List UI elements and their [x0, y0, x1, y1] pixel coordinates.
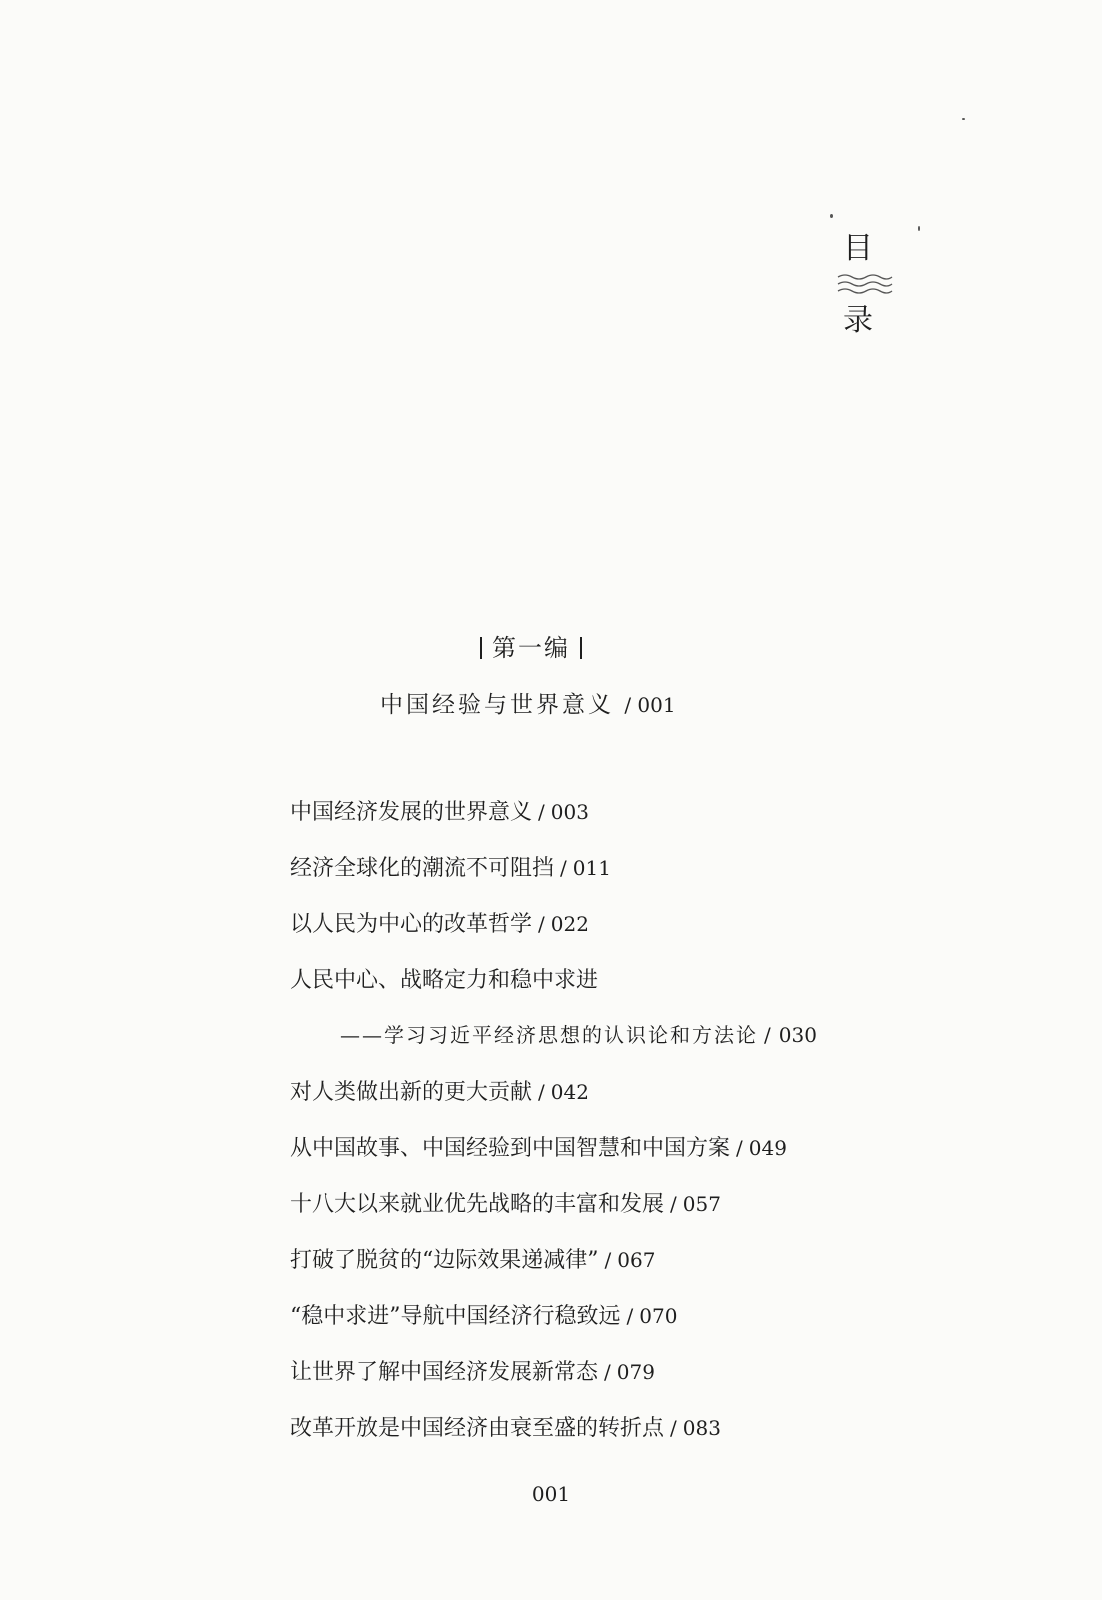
entry-separator: /: [604, 1248, 612, 1272]
toc-entry[interactable]: [290, 1355, 910, 1411]
entry-page: 022: [550, 912, 589, 936]
entry-page: 049: [748, 1136, 787, 1160]
footer-page-number: 001: [531, 1482, 571, 1506]
part-label: [470, 628, 592, 663]
heading-char-2: 录: [843, 303, 873, 338]
toc-entry[interactable]: [290, 795, 910, 851]
entry-separator: /: [538, 912, 545, 936]
part-title[interactable]: [380, 686, 676, 719]
entry-title: 以人民为中心的改革哲学: [290, 912, 533, 937]
entry-page: 003: [550, 800, 589, 824]
entry-title: 打破了脱贫的“边际效果递减律”: [290, 1248, 599, 1273]
toc-entry[interactable]: [290, 963, 910, 1019]
toc-entry[interactable]: [290, 1131, 910, 1187]
entry-separator: /: [538, 800, 545, 824]
entry-separator: /: [560, 856, 567, 880]
entry-page: 079: [616, 1360, 655, 1384]
entry-title: 让世界了解中国经济发展新常态: [290, 1360, 599, 1385]
entry-title: 经济全球化的潮流不可阻挡: [290, 856, 555, 881]
entry-page: 083: [682, 1416, 721, 1440]
wave-ornament-icon: [836, 272, 894, 300]
entry-separator: /: [764, 1023, 773, 1047]
entry-title: ——学习习近平经济思想的认识论和方法论: [340, 1023, 758, 1047]
bar-divider-left: [480, 637, 482, 659]
toc-entry[interactable]: [290, 907, 910, 963]
part-title-page: 001: [637, 693, 676, 717]
entry-title: 中国经济发展的世界意义: [290, 800, 533, 825]
entry-title: 改革开放是中国经济由衰至盛的转折点: [290, 1416, 665, 1441]
entry-page: 030: [778, 1023, 817, 1047]
scan-speck: [830, 214, 833, 218]
toc-entry[interactable]: [290, 851, 910, 907]
toc-entry[interactable]: [290, 1187, 910, 1243]
entry-page: 011: [572, 856, 611, 880]
scan-speck: [918, 226, 920, 231]
bar-divider-right: [580, 637, 582, 659]
scan-speck: [962, 118, 965, 120]
entry-title: 十八大以来就业优先战略的丰富和发展: [290, 1192, 665, 1217]
part-title-separator: /: [624, 693, 638, 717]
entry-separator: /: [604, 1360, 611, 1384]
part-label-text: 第一编: [492, 634, 570, 662]
entry-separator: /: [626, 1304, 634, 1328]
toc-list: [290, 795, 910, 1467]
toc-entry[interactable]: [290, 1243, 910, 1299]
entry-page: 070: [639, 1304, 678, 1328]
entry-page: 067: [617, 1248, 656, 1272]
toc-entry[interactable]: [290, 1075, 910, 1131]
toc-entry[interactable]: [290, 1299, 910, 1355]
entry-title: 从中国故事、中国经验到中国智慧和中国方案: [290, 1136, 731, 1161]
part-title-text: 中国经验与世界意义: [380, 692, 614, 718]
entry-page: 042: [550, 1080, 589, 1104]
entry-separator: /: [736, 1136, 743, 1160]
entry-title: 人民中心、战略定力和稳中求进: [290, 968, 599, 993]
toc-heading: [836, 232, 880, 338]
entry-separator: /: [538, 1080, 545, 1104]
entry-page: 057: [682, 1192, 721, 1216]
entry-title: 对人类做出新的更大贡献: [290, 1080, 533, 1105]
entry-separator: /: [670, 1416, 677, 1440]
entry-title: “稳中求进”导航中国经济行稳致远: [290, 1304, 621, 1329]
entry-separator: /: [670, 1192, 677, 1216]
toc-entry-subtitle[interactable]: [290, 1019, 910, 1075]
heading-char-1: 目: [843, 231, 873, 266]
toc-entry[interactable]: [290, 1411, 910, 1467]
